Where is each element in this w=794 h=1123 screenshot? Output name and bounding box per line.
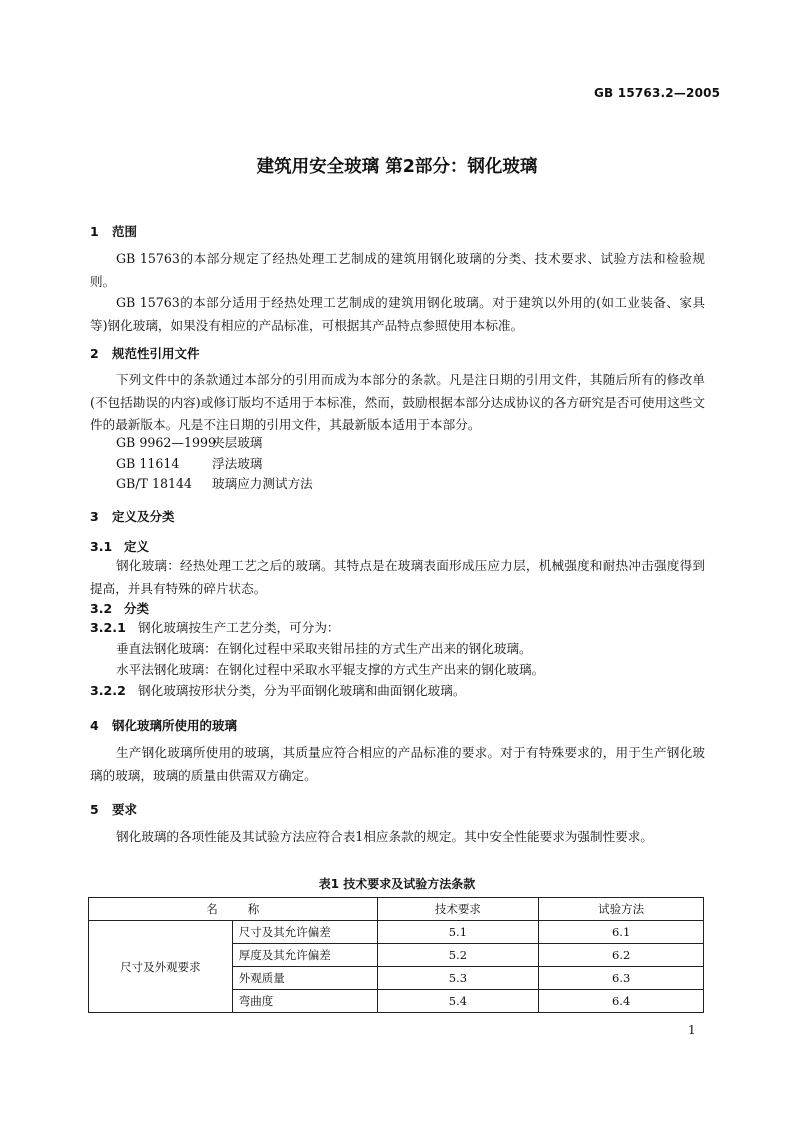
section-number: 1 <box>90 224 99 239</box>
section-title: 要求 <box>112 802 138 817</box>
header-name-char: 称 <box>247 902 260 916</box>
section-title: 定义及分类 <box>112 509 175 524</box>
method-cell: 6.1 <box>539 921 704 944</box>
section-title: 分类 <box>124 601 150 616</box>
list-item: 垂直法钢化玻璃：在钢化过程中采取夹钳吊挂的方式生产出来的钢化玻璃。 <box>116 641 532 656</box>
section-number: 4 <box>90 718 99 733</box>
clause-number: 3.2.1 <box>90 620 126 635</box>
group-cell: 尺寸及外观要求 <box>89 921 233 1013</box>
reference-item <box>116 474 313 494</box>
subsection-3-2-heading <box>90 599 149 617</box>
table-caption: 表1 技术要求及试验方法条款 <box>318 877 476 891</box>
reference-title: 浮法玻璃 <box>212 456 263 471</box>
paragraph: 钢化玻璃：经热处理工艺之后的玻璃。其特点是在玻璃表面形成压应力层，机械强度和耐热冲击强度得到提高，并具有特殊的碎片状态。 <box>90 558 705 596</box>
method-cell: 6.4 <box>539 990 704 1013</box>
section-2-heading <box>90 344 200 362</box>
item-cell: 尺寸及其允许偏差 <box>232 921 377 944</box>
method-cell: 6.2 <box>539 944 704 967</box>
header-name <box>89 898 378 921</box>
table-header-row <box>89 898 704 921</box>
paragraph: 生产钢化玻璃所使用的玻璃，其质量应符合相应的产品标准的要求。对于有特殊要求的，用于生产钢化玻璃的玻璃，玻璃的质量由供需双方确定。 <box>90 745 705 783</box>
item-cell: 厚度及其允许偏差 <box>232 944 377 967</box>
clause-3-2-2 <box>90 681 465 701</box>
paragraph: 钢化玻璃的各项性能及其试验方法应符合表1相应条款的规定。其中安全性能要求为强制性要求。 <box>116 829 653 844</box>
page-number: 1 <box>688 1023 696 1037</box>
clause-text: 钢化玻璃按形状分类，分为平面钢化玻璃和曲面钢化玻璃。 <box>138 683 466 698</box>
reference-title: 玻璃应力测试方法 <box>212 476 313 491</box>
section-4-heading <box>90 716 237 734</box>
section-title: 钢化玻璃所使用的玻璃 <box>112 718 238 733</box>
section-number: 2 <box>90 346 99 361</box>
document-title: 建筑用安全玻璃 第2部分：钢化玻璃 <box>256 157 538 177</box>
header-name-char: 名 <box>206 902 218 916</box>
section-5-heading <box>90 800 137 818</box>
section-number: 3.2 <box>90 601 113 616</box>
section-number: 3 <box>90 509 99 524</box>
requirement-cell: 5.2 <box>377 944 539 967</box>
item-cell: 弯曲度 <box>232 990 377 1013</box>
header-method: 试验方法 <box>539 898 704 921</box>
reference-item <box>116 433 262 453</box>
requirement-cell: 5.4 <box>377 990 539 1013</box>
section-1-heading <box>90 222 137 240</box>
section-title: 规范性引用文件 <box>112 346 200 361</box>
paragraph: 下列文件中的条款通过本部分的引用而成为本部分的条款。凡是注日期的引用文件，其随后所有的修改单(不包括勘误的内容)或修订版均不适用于本标准，然而，鼓励根据本部分达成协议的各方研究是否可使用这些文件的最新版本。凡是不注日期的引用文件，其最新版本适用于本部分。 <box>90 372 705 432</box>
section-number: 3.1 <box>90 539 113 554</box>
paragraph: GB 15763的本部分适用于经热处理工艺制成的建筑用钢化玻璃。对于建筑以外用的(如工业装备、家具等)钢化玻璃，如果没有相应的产品标准，可根据其产品特点参照使用本标准。 <box>90 295 705 333</box>
requirement-cell: 5.1 <box>377 921 539 944</box>
requirement-cell: 5.3 <box>377 967 539 990</box>
paragraph: GB 15763的本部分规定了经热处理工艺制成的建筑用钢化玻璃的分类、技术要求、试验方法和检验规则。 <box>90 251 705 289</box>
reference-code: GB 11614 <box>116 456 180 471</box>
clause-text: 钢化玻璃按生产工艺分类，可分为： <box>138 620 340 635</box>
item-cell: 外观质量 <box>232 967 377 990</box>
standard-number: GB 15763.2—2005 <box>594 86 721 100</box>
list-item: 水平法钢化玻璃：在钢化过程中采取水平辊支撑的方式生产出来的钢化玻璃。 <box>116 662 545 677</box>
header-requirement: 技术要求 <box>377 898 539 921</box>
method-cell: 6.3 <box>539 967 704 990</box>
reference-item <box>116 454 262 474</box>
section-number: 5 <box>90 802 99 817</box>
table-row <box>89 921 704 944</box>
reference-code: GB 9962—1999 <box>116 435 217 450</box>
requirements-table <box>88 897 704 1013</box>
section-title: 范围 <box>112 224 138 239</box>
clause-3-2-1 <box>90 618 340 638</box>
reference-title: 夹层玻璃 <box>212 435 263 450</box>
clause-number: 3.2.2 <box>90 683 126 698</box>
section-3-heading <box>90 507 175 525</box>
subsection-3-1-heading <box>90 537 149 555</box>
reference-code: GB/T 18144 <box>116 476 193 491</box>
section-title: 定义 <box>124 539 150 554</box>
